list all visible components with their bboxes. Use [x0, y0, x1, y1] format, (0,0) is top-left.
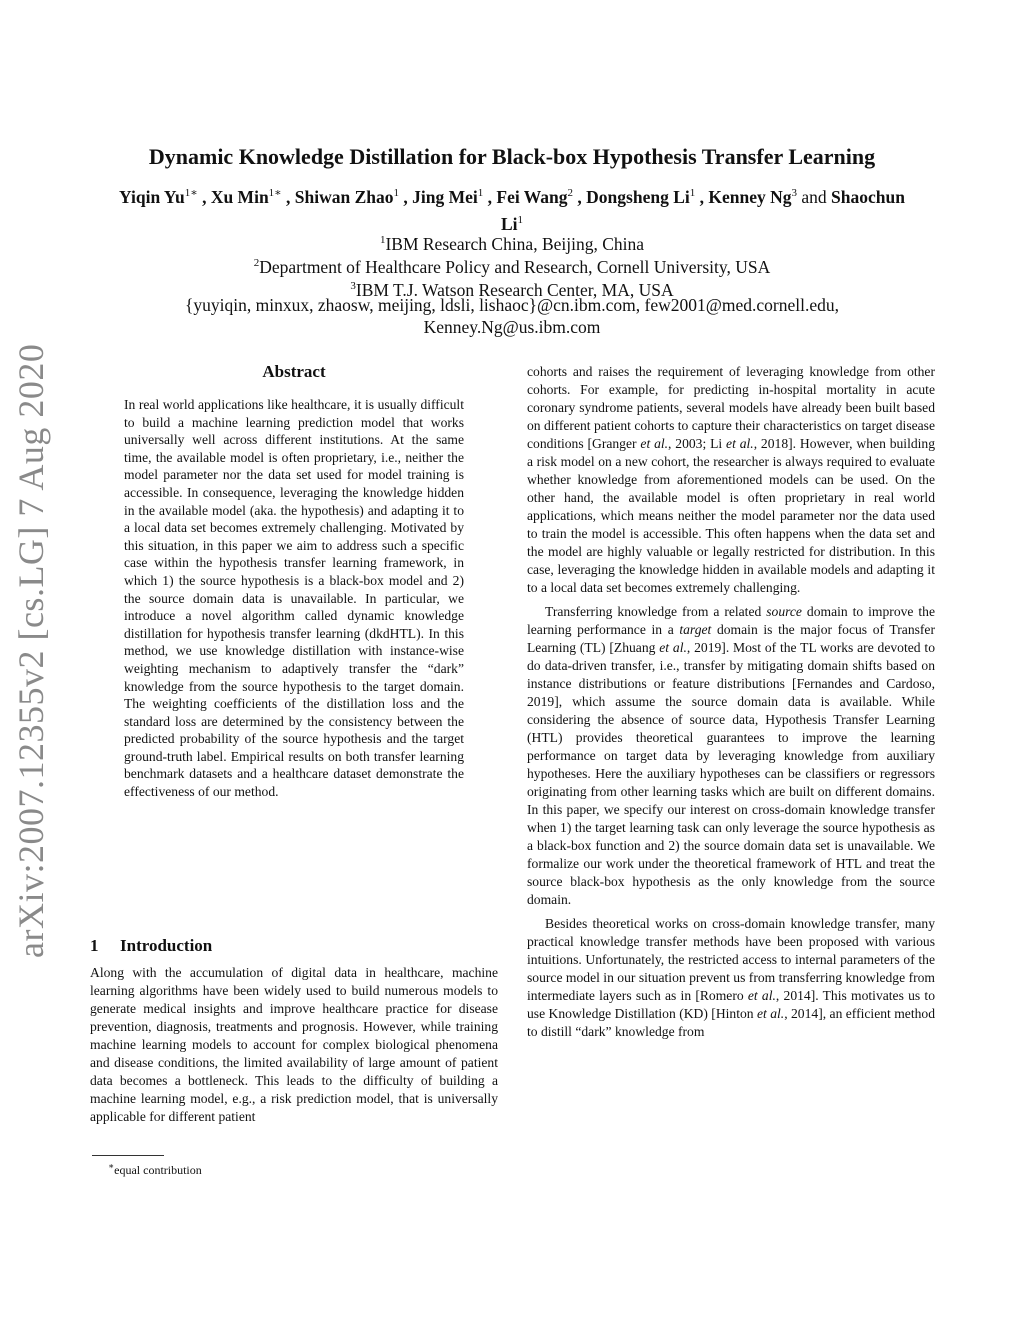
body-paragraph: Transferring knowledge from a related source domain to improve the learning performance in a target domain is the major focus of Transfer Learning (TL) [Zhuang et al., 2019]. Most of the TL works are devoted to do data-driven transfer, i.e., transfer by mitigating domain shifts based on instance distributions or feature distributions [Fernandes and Cardoso, 2019], which assume the source domain data is available. While considering the absence of source data, Hypothesis Transfer Learning (HTL) provides theoretical guarantees to improve the learning performance on target data by leveraging knowledge from auxiliary hypotheses. Here the auxiliary hypotheses can be classifiers or regressors originating from other learning tasks which are built on different domains. In this paper, we specify our interest on cross-domain knowledge transfer when 1) the target learning task can only leverage the source hypothesis as a black-box function and 2) the source domain data set is unavailable. We formalize our work under the theoretical framework of HTL and treat the source black-box hypothesis as the only knowledge from the source domain. [527, 604, 935, 907]
footnote: ∗equal contribution [108, 1161, 202, 1177]
section-heading-introduction: 1 Introduction [90, 936, 213, 955]
author-emails: {yuyiqin, minxux, zhaosw, meijing, ldsli, lishaoc}@cn.ibm.com, few2001@med.cornell.edu, Kenney.Ng@us.ibm.com [185, 295, 839, 337]
author: Xu Min$^{1∗}$ , [210, 186, 295, 207]
affiliation: $^1$IBM Research China, Beijing, China [379, 233, 645, 254]
paper-title: Dynamic Knowledge Distillation for Black-box Hypothesis Transfer Learning [148, 144, 876, 169]
abstract-text: In real world applications like healthcare, it is usually difficult to build a machine learning prediction model that works universally well across different institutions. At the same time, the available model is often proprietary, i.e., neither the model parameter nor the data set used for model training is accessible. In consequence, leveraging the knowledge hidden in the available model (aka. the hypothesis) and adapting it to a local data set becomes extremely challenging. Motivated by this situation, in this paper we aim to address such a specific case within the hypothesis transfer learning framework, in which 1) the source hypothesis is a black-box model and 2) the source domain data is unavailable. In particular, we introduce a novel algorithm called dynamic knowledge distillation for hypothesis transfer learning (dkdHTL). In this method, we use knowledge distillation with instance-wise weighting mechanism to adaptively transfer the “dark” knowledge from the source hypothesis to the target domain. The weighting coefficients of the distillation loss and the standard loss are determined by the consistency between the predicted probability of the source hypothesis and the target ground-truth label. Empirical results on both transfer learning benchmark datasets and a healthcare dataset demonstrate the effectiveness of our method. [124, 397, 464, 800]
author: Shaochun Li$^1$ [500, 186, 905, 234]
author: Kenney Ng$^3$ and [708, 186, 832, 207]
author: Dongsheng Li$^1$ , [586, 186, 709, 207]
introduction-paragraph: Along with the accumulation of digital data in healthcare, machine learning algorithms have been widely used to build numerous models to generate medical insights and improve healthcare practice for disease prevention, diagnosis, treatments and prognosis. However, while training machine learning models to account for complex biological phenomena and disease conditions, the limited availability of large amount of patient data becomes a bottleneck. This leads to the difficulty of building a machine learning model, e.g., a risk prediction model, that is universally applicable for different patient [90, 965, 498, 1124]
author: Fei Wang$^2$ , [496, 186, 587, 207]
body-paragraph: cohorts and raises the requirement of leveraging knowledge from other cohorts. For example, for predicting in-hospital mortality in acute coronary syndrome patients, several models have already been built based on different patient cohorts to capture their characteristics on target disease conditions [Granger et al., 2003; Li et al., 2018]. However, when building a risk model on a new cohort, the researcher is always required to evaluate whether knowledge from aforementioned models can be used. On the other hand, the available model is often proprietary in real world applications, which means neither the model parameter nor the data used to train the model is accessible. This often happens when the data set and the model are highly valuable or legally restricted for distribution. In this case, leveraging the knowledge hidden in available models and adapting it to a local data set becomes extremely challenging. [527, 364, 936, 595]
abstract-heading: Abstract [262, 362, 326, 381]
right-column-text [527, 363, 935, 1047]
arxiv-identifier-stamp: arXiv:2007.12355v2 [cs.LG] 7 Aug 2020 [11, 343, 51, 958]
footnote-divider [92, 1155, 164, 1156]
body-paragraph: Besides theoretical works on cross-domain knowledge transfer, many practical knowledge transfer methods have been proposed with various intuitions. Unfortunately, the restricted access to internal parameters of the source model in our situation prevent us from transferring knowledge from intermediate layers such as in [Romero et al., 2014]. This motivates us to use Knowledge Distillation (KD) [Hinton et al., 2014], an efficient method to distill “dark” knowledge from [527, 916, 935, 1039]
author: Jing Mei$^1$ , [412, 186, 497, 207]
author: Shiwan Zhao$^1$ , [294, 186, 413, 207]
affiliation: $^2$Department of Healthcare Policy and Research, Cornell University, USA [253, 256, 771, 277]
author-list [110, 182, 914, 236]
author: Yiqin $Yu^{1∗}$ , [119, 186, 211, 207]
affiliation: $^3$IBM T.J. Watson Research Center, MA, USA [350, 279, 674, 300]
